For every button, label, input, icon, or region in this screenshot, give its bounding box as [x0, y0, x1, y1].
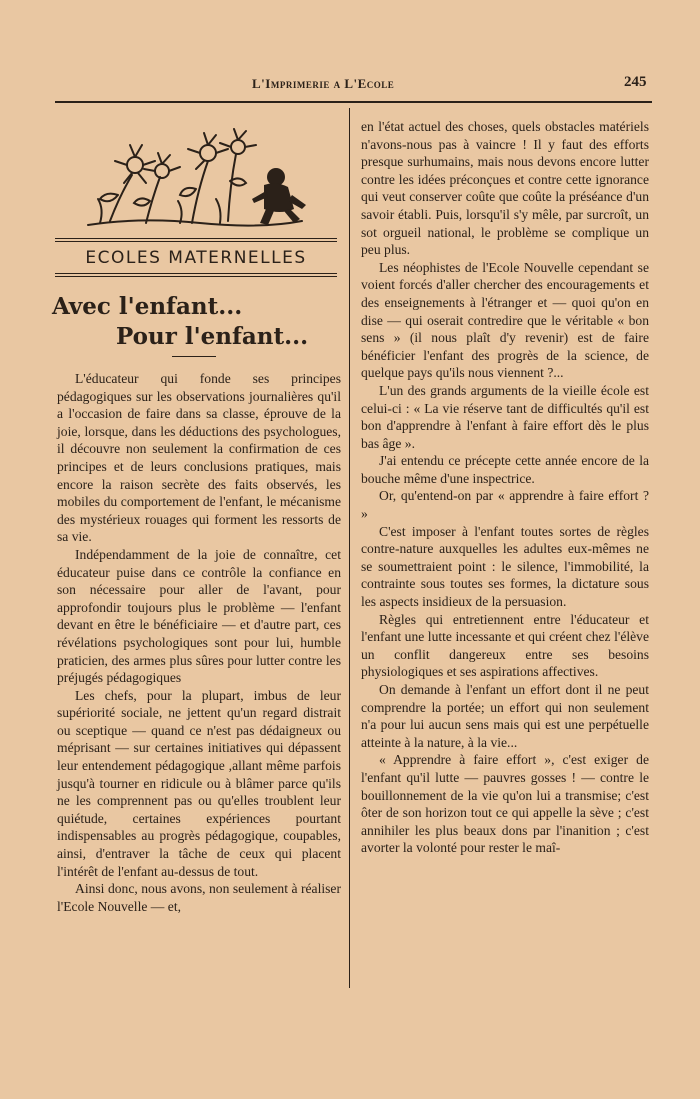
paragraph: J'ai entendu ce précepte cette année encore de la bouche même d'une inspectrice.	[361, 453, 649, 486]
children-and-flowers-drawing-icon	[80, 125, 310, 235]
paragraph: C'est imposer à l'enfant toutes sortes de règles contre-nature auxquelles les adultes eux-mêmes ne se soumettraient point : le silence, l'immobilité, la contrainte sous toutes ses formes, la dictature sous les aspects insidieux de la persuasion.	[361, 523, 649, 610]
paragraph: L'un des grands arguments de la vieille école est celui-ci : « La vie réserve tant de difficultés qu'il est bon d'apprendre à l'enfant à faire effort dès le plus bas âge ».	[361, 382, 649, 451]
article-title-line-1: Avec l'enfant...	[52, 293, 243, 320]
paragraph: Les néophistes de l'Ecole Nouvelle cependant se voient forcés d'aller chercher des encouragements et des enseignements à l'étranger et — quoi qu'on en dise — qui oserait contredire que le véritable « bon sens » (il nous plaît d'y revenir) est de faire bénéficier l'enfant des progrès de la science, de quelque pays qu'ils nous viennent ?...	[361, 259, 649, 381]
section-rule-bottom	[55, 273, 337, 277]
right-column	[361, 118, 649, 857]
paragraph-continuation: en l'état actuel des choses, quels obstacles matériels n'avons-nous pas à vaincre ! Il y faut des efforts presque surhumains, mais nous devons encore lutter contre les idées préconçues et contre cette ignorance qui veut conserver coûte que coûte la préséance d'un savoir établi. Puis, lorsqu'il s'y mêle, par surcroît, un sot orgueil national, le problème se complique un peu plus.	[361, 119, 649, 258]
paragraph: L'éducateur qui fonde ses principes pédagogiques sur les observations journalières qu'il a l'occasion de faire dans sa classe, éprouve de la joie, lorsque, dans les déductions des psychologues, il découvre non seulement la confirmation de ces principes et de leurs conclusions pratiques, mais encore la raison secrète des faits observés, les mobiles du comportement de l'enfant, le mécanisme des mystérieux rouages qui forment les ressorts de sa vie.	[57, 371, 341, 545]
article-title-line-2: Pour l'enfant...	[116, 323, 309, 350]
title-rule	[172, 356, 216, 357]
section-title: ECOLES MATERNELLES	[85, 248, 307, 268]
column-divider	[349, 108, 350, 988]
header-rule	[55, 101, 652, 103]
paragraph: Or, qu'entend-on par « apprendre à faire effort ? »	[361, 488, 649, 522]
paragraph: Indépendamment de la joie de connaître, cet éducateur puise dans ce contrôle la confiance en son nécessaire pour aller de l'avant, pour approfondir toujours plus le problème — l'enfant devant en être le bénéficiaire — et d'autre part, ces révélations psychologiques sont pour lui, humble praticien, des armes plus sûres pour lutter contre les préjugés pédagogiques	[57, 546, 341, 686]
section-rule-top	[55, 238, 337, 242]
paragraph: Ainsi donc, nous avons, non seulement à réaliser l'Ecole Nouvelle — et,	[57, 881, 341, 914]
article-title	[52, 292, 342, 352]
paragraph: On demande à l'enfant un effort dont il ne peut comprendre la portée; un effort qui non seulement n'a pour lui aucun sens mais qui est une perpétuelle atteinte à la nature, à la vie...	[361, 682, 649, 750]
paragraph: Les chefs, pour la plupart, imbus de leur supériorité sociale, ne jettent qu'un regard distrait ou sceptique — quand ce n'est pas dédaigneux ou méprisant — sur certaines initiatives qui dépassent leur entendement pédagogique ,allant même parfois jusqu'à tourner en ridicule ou à blâmer parce qu'ils ne les comprennent pas ou qu'elles troublent leur quiétude, certaines expériences pourtant indispensables au progrès pédagogique, coupables, ainsi, d'entraver la tâche de ceux qui placent l'intérêt de l'enfant au-dessus de tout.	[57, 687, 341, 879]
paragraph: « Apprendre à faire effort », c'est exiger de l'enfant qu'il lutte — pauvres gosses ! — contre le bouillonnement de la vie qu'on lui a transmise; c'est ôter de son horizon tout ce qui appelle la sève ; c'est annihiler les plus beaux dons par l'inanition ; c'est avorter la volonté pour rester le maî-	[361, 752, 649, 856]
paragraph: Règles qui entretiennent entre l'éducateur et l'enfant une lutte incessante et qui créent chez l'élève un conflit dangereux entre ses besoins physiologiques et ses aspirations affectives.	[361, 611, 649, 680]
running-title: L'Imprimerie a L'Ecole	[252, 76, 395, 91]
left-column	[57, 370, 341, 915]
page-number: 245	[624, 74, 647, 90]
